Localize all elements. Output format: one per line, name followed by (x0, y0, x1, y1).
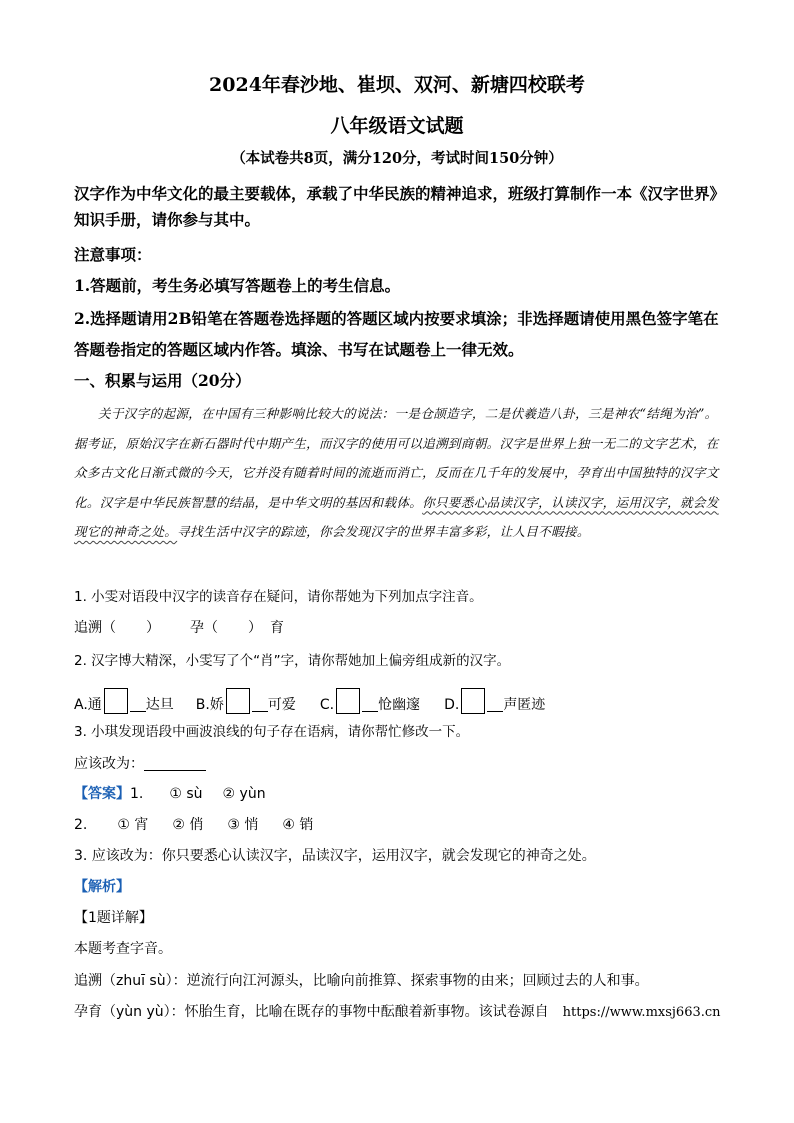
q2-option-d-box[interactable] (461, 688, 485, 714)
answer-2-item-3: ③ 悄 (227, 817, 259, 833)
question-1-items: 追溯（ ） 孕（ ） 育 (74, 620, 284, 636)
q2-option-a-word: 达旦 (145, 697, 174, 713)
q2-option-c-label: C. (319, 697, 335, 713)
q3-answer-label: 应该改为： (74, 756, 144, 772)
exam-info: （本试卷共8页，满分120分，考试时间150分钟） (231, 150, 563, 167)
question-3: 3. 小琪发现语段中画波浪线的句子存在语病，请你帮忙修改一下。 (74, 724, 470, 740)
analysis-line-3 (74, 1001, 721, 1024)
q2-option-b-word: 可爱 (267, 697, 296, 713)
reading-passage (74, 399, 720, 547)
section-1-title: 一、积累与运用（20分） (74, 371, 251, 390)
q2-option-a-label: A.通 (74, 697, 102, 713)
source-url-link[interactable]: https://www.mxsj663.cn (562, 1005, 721, 1020)
q2-option-d-word: 声匿迹 (503, 697, 546, 713)
intro-paragraph: 汉字作为中华文化的最主要载体，承载了中华民族的精神追求，班级打算制作一本《汉字世界》知识手册，请你参与其中。 (74, 184, 718, 229)
q1-word-2b: 育 (270, 620, 284, 636)
answer-2-item-2: ② 俏 (172, 817, 204, 833)
answer-1-number: 1. (130, 786, 144, 802)
answer-1-line (74, 783, 266, 805)
answer-1-item-2: ② yùn (222, 786, 266, 802)
answer-2-line (74, 814, 313, 836)
question-1: 1. 小雯对语段中汉字的读音存在疑问，请你帮她为下列加点字注音。 (74, 589, 483, 605)
analysis-tag: 【解析】 (74, 879, 130, 895)
passage-part-2: 寻找生活中汉字的踪迹，你会发现汉字的世界丰富多彩，让人目不暇接。 (177, 524, 590, 539)
q2-option-c-word: 怆幽邃 (378, 697, 421, 713)
answer-2-number: 2. (74, 817, 88, 833)
exam-title: 2024年春沙地、崔坝、双河、新塘四校联考 (209, 74, 585, 96)
q2-option-d-label: D. (444, 697, 460, 713)
analysis-line-2: 追溯（zhuī sù）：逆流行向江河源头，比喻向前推算、探索事物的由来；回顾过去的人和事。 (74, 973, 649, 989)
exam-subtitle: 八年级语文试题 (330, 115, 464, 137)
notes-title: 注意事项： (74, 245, 152, 264)
q2-option-b-label: B.娇 (195, 697, 224, 713)
question-2-options (74, 688, 545, 716)
question-3-answer-line (74, 753, 206, 775)
analysis-line-3-text: 孕育（yùn yù）：怀胎生育，比喻在既存的事物中酝酿着新事物。该试卷源自 (74, 1004, 549, 1020)
q3-answer-blank[interactable] (144, 770, 206, 771)
analysis-sub-1: 【1题详解】 (74, 910, 153, 926)
q2-option-c-box[interactable] (336, 688, 360, 714)
analysis-line-1: 本题考查字音。 (74, 941, 172, 957)
answer-tag: 【答案】 (74, 786, 130, 802)
notes-item-2: 2.选择题请用2B铅笔在答题卷选择题的答题区域内按要求填涂；非选择题请使用黑色签字笔在答题卷指定的答题区域内作答。填涂、书写在试题卷上一律无效。 (74, 309, 719, 359)
question-2: 2. 汉字博大精深，小雯写了个“肖”字，请你帮她加上偏旁组成新的汉字。 (74, 653, 511, 669)
answer-1-item-1: ① sù (169, 786, 203, 802)
passage-part-1: 关于汉字的起源，在中国有三种影响比较大的说法：一是仓颉造字，二是伏羲造八卦，三是神农“结绳为治”。据考证，原始汉字在新石器时代中期产生，而汉字的使用可以追溯到商朝。汉字是世界上独一无二的文字艺术，在众多古文化日渐式微的今天，它并没有随着时间的流逝而消亡，反而在几千年的发展中，孕育出中国独特的汉字文化。汉字是中华民族智慧的结晶，是中华文明的基因和载体。 (74, 406, 719, 510)
answer-2-item-1: ① 宵 (117, 817, 149, 833)
q2-option-b-box[interactable] (226, 688, 250, 714)
q1-word-1: 追溯 (74, 620, 102, 636)
answer-3: 3. 应该改为：你只要悉心认读汉字，品读汉字，运用汉字，就会发现它的神奇之处。 (74, 848, 596, 864)
q2-option-a-box[interactable] (104, 688, 128, 714)
answer-2-item-4: ④ 销 (282, 817, 314, 833)
notes-item-1: 1.答题前，考生务必填写答题卷上的考生信息。 (74, 276, 401, 295)
q1-word-2a: 孕 (190, 620, 204, 636)
passage-wavy-sentence: 你只要悉心品读汉字，认读汉字，运用汉字，就会发现它的神奇之处。 (74, 494, 719, 539)
